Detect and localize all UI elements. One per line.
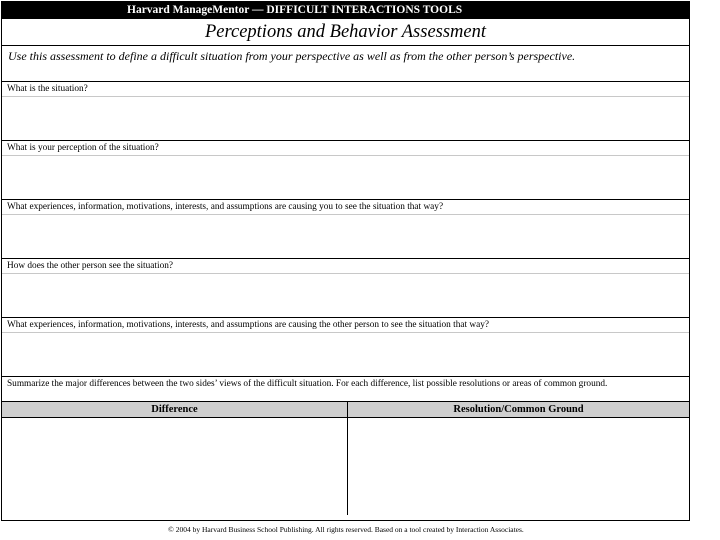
question-label: What experiences, information, motivations, interests, and assumptions are causing the other person to see the situation that way? [2, 318, 689, 333]
question-label: How does the other person see the situation? [2, 259, 689, 274]
question-label: What is your perception of the situation? [2, 141, 689, 156]
page-title: Perceptions and Behavior Assessment [2, 19, 689, 46]
tools-banner: Harvard ManageMentor — DIFFICULT INTERACTIONS TOOLS [2, 2, 689, 19]
table-row [2, 418, 689, 515]
column-header-resolution: Resolution/Common Ground [453, 404, 584, 415]
difference-cell[interactable] [2, 418, 348, 515]
question-label: What experiences, information, motivations, interests, and assumptions are causing you to see the situation that way? [2, 200, 689, 215]
copyright-footer: © 2004 by Harvard Business School Publishing. All rights reserved. Based on a tool created by Interaction Associates. [168, 525, 524, 534]
question-label: What is the situation? [2, 82, 689, 97]
answer-field[interactable] [2, 97, 689, 141]
answer-field[interactable] [2, 156, 689, 200]
question-situation [2, 82, 689, 141]
question-your-causes [2, 200, 689, 259]
column-header-difference: Difference [2, 402, 348, 417]
answer-field[interactable] [2, 333, 689, 377]
intro-text: Use this assessment to define a difficult situation from your perspective as well as from the other person’s perspective. [2, 46, 689, 82]
resolution-cell[interactable] [348, 418, 689, 515]
assessment-form [1, 1, 690, 521]
question-other-perception [2, 259, 689, 318]
answer-field[interactable] [2, 274, 689, 318]
summary-prompt: Summarize the major differences between the two sides’ views of the difficult situation. For each difference, list possible resolutions or areas of common ground. [7, 379, 608, 389]
table-header [2, 401, 689, 418]
answer-field[interactable] [2, 215, 689, 259]
question-your-perception [2, 141, 689, 200]
question-other-causes [2, 318, 689, 377]
